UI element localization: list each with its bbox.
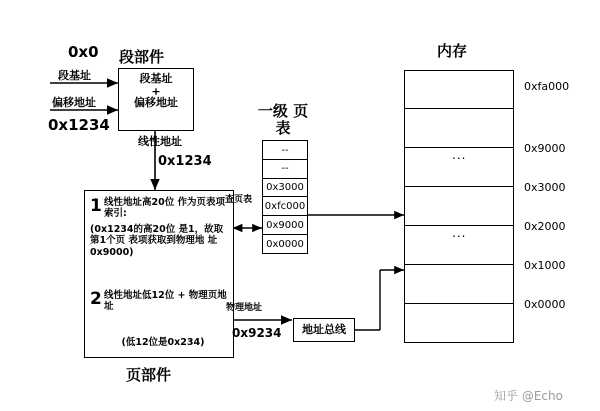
page-step1-number: 1 <box>90 196 102 216</box>
memory-row <box>404 304 514 343</box>
segment-input-bottom-value: 0x1234 <box>48 116 110 134</box>
page-table <box>262 140 308 254</box>
segment-offset-arrow-label: 偏移地址 <box>52 96 96 109</box>
memory-row <box>404 265 514 304</box>
memory-ellipsis-1: ... <box>452 148 467 162</box>
page-step1-detail: (0x1234的高20位 是1，故取第1个页 表项获取到物理地 址0x9000) <box>90 224 224 258</box>
segment-box-line2: 偏移地址 <box>134 95 178 109</box>
memory-row <box>404 187 514 226</box>
memory-row <box>404 70 514 109</box>
memory-address-label: 0x0000 <box>524 298 566 311</box>
page-step2-text: 线性地址低12位 + 物理页地址 <box>104 290 227 313</box>
segment-input-top-value: 0x0 <box>68 43 99 61</box>
page-step1-text: 线性地址高20位 作为页表项索引: <box>104 197 226 220</box>
physical-address-value: 0x9234 <box>232 326 282 340</box>
address-bus-label: 地址总线 <box>302 322 346 336</box>
segment-unit-title: 段部件 <box>119 48 165 66</box>
memory-address-label: 0x9000 <box>524 142 566 155</box>
linear-address-value: 0x1234 <box>158 154 212 169</box>
page-table-entry: -- <box>262 140 308 160</box>
watermark: 知乎 @Echo <box>494 389 563 403</box>
page-table-title: 一级 页表 <box>257 102 309 138</box>
page-table-entry: 0x0000 <box>262 234 308 254</box>
segment-box-line1: 段基址 <box>139 72 173 85</box>
memory-address-label: 0xfa000 <box>524 80 570 93</box>
page-table-entry: 0xfc000 <box>262 196 308 216</box>
page-step2-detail: (低12位是0x234) <box>121 337 205 348</box>
physical-address-label: 物理地址 <box>226 303 263 313</box>
segment-base-arrow-label: 段基址 <box>58 69 91 82</box>
page-table-lookup-label: 查页表 <box>225 195 253 205</box>
page-step2-number: 2 <box>90 289 102 309</box>
page-unit-title: 页部件 <box>126 366 172 384</box>
page-table-entry: 0x9000 <box>262 215 308 235</box>
memory-block <box>404 70 514 343</box>
linear-address-label: 线性地址 <box>138 135 182 148</box>
memory-address-label: 0x1000 <box>524 259 566 272</box>
memory-title: 内存 <box>437 42 468 60</box>
memory-address-label: 0x2000 <box>524 220 566 233</box>
segment-unit-box <box>118 68 194 131</box>
address-bus-box <box>293 318 355 342</box>
memory-ellipsis-2: ... <box>452 226 467 240</box>
segment-box-plus: + <box>151 84 161 98</box>
page-table-entry: 0x3000 <box>262 178 308 198</box>
page-table-entry: -- <box>262 159 308 179</box>
memory-row <box>404 109 514 148</box>
memory-address-label: 0x3000 <box>524 181 566 194</box>
